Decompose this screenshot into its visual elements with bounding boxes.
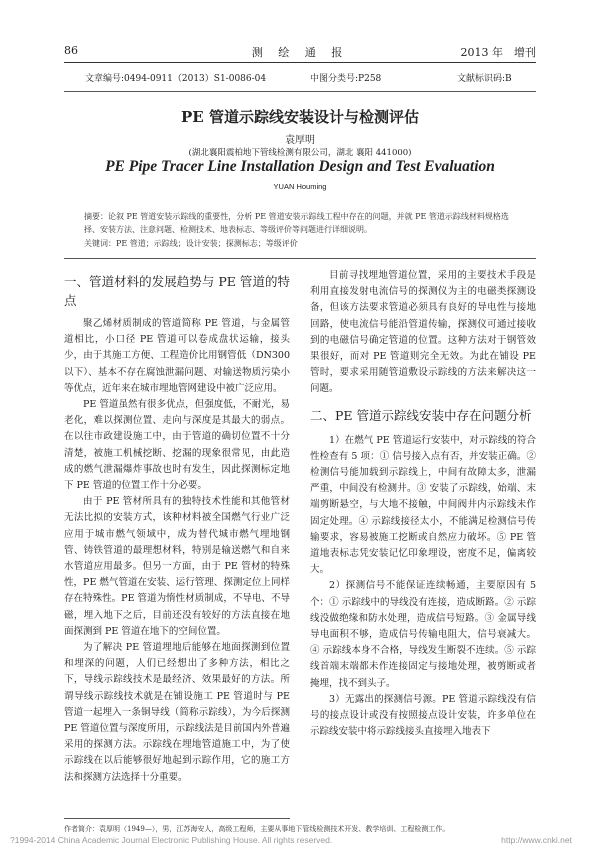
right-column [310,268,536,740]
running-header [64,44,536,62]
paragraph: PE 管道虽然有很多优点，但强度低，不耐光，易老化，难以探测位置、走向与深度是其最大的弱点。在以往市政建设施工中，由于管道的确切位置不十分清楚，被施工机械挖断、挖漏的现象很常见，由此造成的燃气泄漏爆炸事故也时有发生，因此探测标定地下 PE 管道的位置工作十分必要。 [64,399,290,492]
journal-name: 测 绘 通 报 [251,46,349,59]
author-footnote: 作者简介：袁厚明（1949—），男，江苏海安人，高级工程师，主要从事地下管线检测技术开发、教学培训、工程检测工作。 [64,825,450,833]
section-1-heading: 一、管道材料的发展趋势与 PE 管道的特点 [64,274,290,308]
keywords: 关键词：PE 管道；示踪线；设计安装；探测标志；等级评价 [84,239,298,248]
document-code: 文献标识码:B [457,74,512,84]
author-english: YUAN Houming [273,182,327,191]
paragraph: 3）无露出的探测信号源。PE 管道示踪线没有信号的接点设计或没有按照接点设计安装，许多单位在示踪线安装中将示踪线接头直接埋入地表下 [310,693,536,738]
copyright-notice: ?1994-2014 China Academic Journal Electronic Publishing House. All rights reserved. [10,835,333,845]
paragraph: 由于 PE 管材所具有的独特技术性能和其他管材无法比拟的安装方式，该种材料被全国燃气行业广泛应用于城市燃气领域中，成为替代城市燃气埋地钢管、铸铁管道的最理想材料，特别是输送燃气和自来水管道应用最多。但另一方面，由于 PE 管材的特殊性，PE 燃气管道在安装、运行管理、探测定位上同样存在特殊性。PE 管道为惰性材质制成，不导电、不导磁，埋入地下之后，目前还没有较好的方法直接在地面探测到 PE 管道在地下的空间位置。 [64,496,290,637]
paragraph: 为了解决 PE 管道埋地后能够在地面探测到位置和埋深的问题，人们已经想出了多种方法，相比之下，导线示踪线技术是最经济、效果最好的方法。所谓导线示踪线技术就是在铺设施工 PE 管道时与 PE 管道一起埋入一条铜导线（简称示踪线），为今后探测 PE 管道位置与深度所用，示踪线法是目前国内外普遍采用的探测方法。示踪线在埋地管道施工中，为了使示踪线在以后能够很好地起到示踪作用，它的施工方法和探测方法选择十分重要。 [64,642,290,783]
page-number: 86 [64,44,78,57]
cnki-link[interactable]: http://www.cnki.net [501,835,572,845]
paragraph: 1）在燃气 PE 管道运行安装中，对示踪线的符合性检查有 5 项：① 信号接入点有否，并安装正确。② 检测信号能加载到示踪线上，中间有故障太多，泄漏严重，中间没有检测井。③ 安装了示踪线，始端、末端剪断悬空，与大地不接触，中间阀井内示踪线未作固定处理。④ 示踪线接径太小，不能满足检测信号传输要求，容易被施工挖断或自然应力破坏。⑤ PE 管道地表标志凭安装记忆印象埋设，密度不足，偏离较大。 [310,434,536,576]
abstract: 摘要：论叙 PE 管道安装示踪线的重要性，分析 PE 管道安装示踪线工程中存在的问题，并就 PE 管道示踪线材料规格选择、安装方法、注意问题、检测技术、地表标志、等级评价等问题进行详细说明。 [84,212,509,234]
paragraph: 目前寻找埋地管道位置，采用的主要技术手段是利用直接发射电流信号的探测仪为主的电磁类探测设备，但该方法要求管道必须具有良好的导电性与接地回路，使电流信号能沿管道传输，探测仪可通过接收到的电磁信号确定管道的位置。这种方法对于钢管效果很好，而对 PE 管道则完全无效。为此在铺设 PE 管时，要求采用随管道敷设示踪线的方法来解决这一问题。 [310,270,536,395]
left-column [64,268,290,786]
section-2-heading: 二、PE 管道示踪线安装中存在问题分析 [310,407,532,423]
year-issue: 2013 年 增刊 [460,46,536,59]
abstract-rule [64,258,536,259]
title-english: PE Pipe Tracer Line Installation Design and Test Evaluation [105,158,495,175]
paragraph: 聚乙烯材质制成的管道简称 PE 管道，与金属管道相比，小口径 PE 管道可以卷成盘状运输，接头少，由于其施工方便、工程造价比用钢管低（DN300 以下）、基本不存在腐蚀泄漏问题、对输送物质污染小等优点，近年来在城市埋地管网建设中被广泛应用。 [64,318,290,394]
affiliation: (湖北襄阳震柏地下管线检测有限公司，湖北 襄阳 441000) [188,148,412,158]
title-chinese: PE 管道示踪线安装设计与检测评估 [181,108,419,126]
footnote-rule [64,818,290,819]
meta-rule [64,91,536,92]
article-number: 文章编号:0494-0911（2013）S1-0086-04 [85,74,267,84]
header-rule [64,62,536,63]
page-footer [0,835,600,849]
author-chinese: 袁厚明 [285,135,315,146]
paragraph: 2）探测信号不能保证连续畅通，主要原因有 5 个：① 示踪线中的导线没有连接，造成断路。② 示踪线没做绝缘和防水处理，造成信号短路。③ 金属导线导电面积不够，造成信号传输电阻大，信号衰减大。④ 示踪线本身不合格，导线发生断裂不连续。⑤ 示踪线首端末端都未作连接固定与接地处理，被剪断或者掩埋，找不到头子。 [310,580,536,689]
article-meta [85,71,535,85]
clc-number: 中图分类号:P258 [310,74,382,84]
